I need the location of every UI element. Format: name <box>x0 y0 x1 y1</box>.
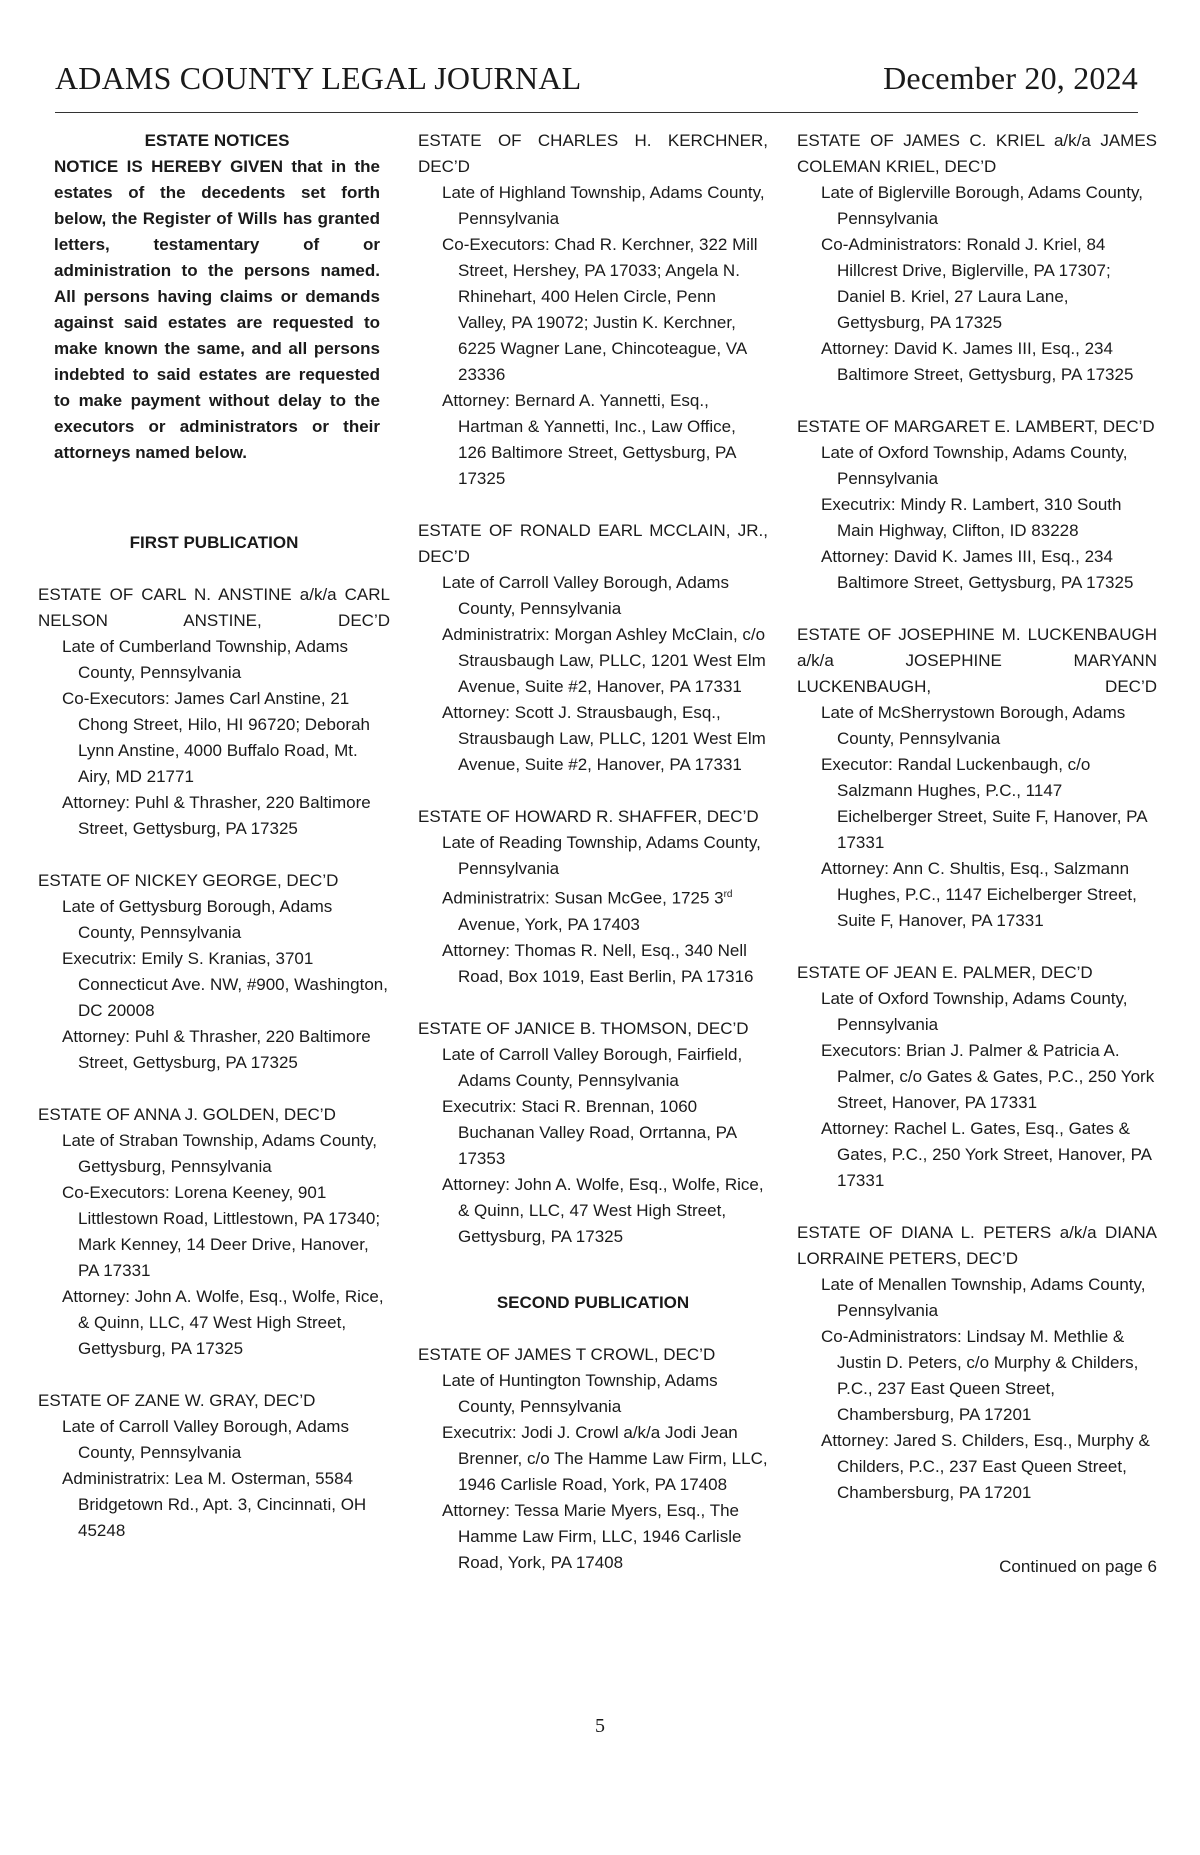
estate-entry <box>418 804 768 990</box>
estate-attorney: Attorney: Puhl & Thrasher, 220 Baltimore Street, Gettysburg, PA 17325 <box>62 1027 371 1072</box>
estate-entry <box>418 518 768 778</box>
estate-entry <box>418 1016 768 1250</box>
estate-residence: Late of Carroll Valley Borough, Adams County, Pennsylvania <box>62 1417 349 1462</box>
estate-residence: Late of Reading Township, Adams County, Pennsylvania <box>442 833 761 878</box>
notice-body: NOTICE IS HEREBY GIVEN that in the estates of the decedents set forth below, the Register of Wills has granted letters, testamentary of or administration to the persons named. All persons having claims or demands against said estates are requested to make known the same, and all persons indebted to said estates are requested to make payment without delay to the executors or administrators or their attorneys named below. <box>54 157 380 462</box>
estate-residence: Late of Carroll Valley Borough, Fairfield, Adams County, Pennsylvania <box>442 1044 743 1090</box>
estate-title: ESTATE OF CARL N. ANSTINE a/k/a CARL NELSON ANSTINE, DEC’D <box>38 585 390 630</box>
estate-attorney: Attorney: Rachel L. Gates, Esq., Gates & Gates, P.C., 250 York Street, Hanover, PA 17331 <box>821 1119 1152 1190</box>
estate-residence: Late of Carroll Valley Borough, Adams County, Pennsylvania <box>442 573 729 618</box>
estate-executors <box>418 882 768 938</box>
continued-note: Continued on page 6 <box>999 1557 1157 1576</box>
estate-residence: Late of Highland Township, Adams County, Pennsylvania <box>442 183 765 228</box>
ordinal-suffix: rd <box>723 889 733 900</box>
estate-residence: Late of Menallen Township, Adams County, Pennsylvania <box>821 1275 1146 1320</box>
estate-executors: Administratrix: Morgan Ashley McClain, c/o Strausbaugh Law, PLLC, 1201 West Elm Avenue, Suite #2, Hanover, PA 17331 <box>442 625 766 696</box>
estate-title: ESTATE OF JEAN E. PALMER, DEC’D <box>797 963 1093 982</box>
estate-attorney: Attorney: Thomas R. Nell, Esq., 340 Nell Road, Box 1019, East Berlin, PA 17316 <box>442 940 754 986</box>
estate-executors: Executrix: Jodi J. Crowl a/k/a Jodi Jean Brenner, c/o The Hamme Law Firm, LLC, 1946 Carlisle Road, York, PA 17408 <box>442 1422 768 1494</box>
estate-executors: Executrix: Staci R. Brennan, 1060 Buchanan Valley Road, Orrtanna, PA 17353 <box>442 1096 737 1168</box>
estate-title: ESTATE OF CHARLES H. KERCHNER, DEC’D <box>418 131 768 176</box>
estate-executors: Co-Administrators: Lindsay M. Methlie & Justin D. Peters, c/o Murphy & Childers, P.C., 237 East Queen Street, Chambersburg, PA 17201 <box>821 1327 1139 1424</box>
estate-executors: Co-Executors: James Carl Anstine, 21 Chong Street, Hilo, HI 96720; Deborah Lynn Anstine, 4000 Buffalo Road, Mt. Airy, MD 21771 <box>62 689 371 786</box>
estate-executors: Executrix: Mindy R. Lambert, 310 South Main Highway, Clifton, ID 83228 <box>821 495 1122 540</box>
estate-attorney: Attorney: David K. James III, Esq., 234 Baltimore Street, Gettysburg, PA 17325 <box>821 339 1134 384</box>
admin-text: Administratrix: Susan McGee, 1725 3 <box>442 888 724 908</box>
estate-residence: Late of Oxford Township, Adams County, Pennsylvania <box>821 443 1128 488</box>
estate-residence: Late of Gettysburg Borough, Adams County, Pennsylvania <box>62 897 333 942</box>
estate-executors: Co-Executors: Chad R. Kerchner, 322 Mill Street, Hershey, PA 17033; Angela N. Rhinehart, 400 Helen Circle, Penn Valley, PA 19072; Justin K. Kerchner, 6225 Wagner Lane, Chincoteague, VA 23336 <box>442 235 758 384</box>
estate-attorney: Attorney: Jared S. Childers, Esq., Murphy & Childers, P.C., 237 East Queen Street, Chambersburg, PA 17201 <box>821 1431 1150 1502</box>
estate-attorney: Attorney: David K. James III, Esq., 234 Baltimore Street, Gettysburg, PA 17325 <box>821 547 1134 592</box>
estate-attorney: Attorney: Bernard A. Yannetti, Esq., Hartman & Yannetti, Inc., Law Office, 126 Baltimore Street, Gettysburg, PA 17325 <box>442 391 736 488</box>
journal-header <box>55 60 1138 97</box>
first-publication-heading: FIRST PUBLICATION <box>129 533 299 552</box>
header-rule <box>55 112 1138 113</box>
estate-attorney: Attorney: Scott J. Strausbaugh, Esq., Strausbaugh Law, PLLC, 1201 West Elm Avenue, Suite #2, Hanover, PA 17331 <box>442 703 766 774</box>
estate-title: ESTATE OF JANICE B. THOMSON, DEC’D <box>418 1018 749 1038</box>
estate-title: ESTATE OF JOSEPHINE M. LUCKENBAUGH a/k/a JOSEPHINE MARYANN LUCKENBAUGH, DEC’D <box>797 625 1157 696</box>
admin-text-cont: Avenue, York, PA 17403 <box>458 914 640 934</box>
estate-notices-intro <box>38 128 390 466</box>
estate-entry <box>797 1220 1157 1506</box>
issue-date: December 20, 2024 <box>883 60 1138 96</box>
estate-entry <box>418 1342 768 1576</box>
estate-executors: Co-Administrators: Ronald J. Kriel, 84 Hillcrest Drive, Biglerville, PA 17307; Daniel B. Kriel, 27 Laura Lane, Gettysburg, PA 17325 <box>821 235 1111 332</box>
estate-residence: Late of McSherrystown Borough, Adams County, Pennsylvania <box>821 703 1126 748</box>
estate-title: ESTATE OF MARGARET E. LAMBERT, DEC’D <box>797 417 1155 436</box>
page-number: 5 <box>595 1715 605 1737</box>
estate-residence: Late of Oxford Township, Adams County, Pennsylvania <box>821 989 1128 1034</box>
estate-attorney: Attorney: John A. Wolfe, Esq., Wolfe, Rice, & Quinn, LLC, 47 West High Street, Gettysburg, PA 17325 <box>62 1287 384 1358</box>
estate-attorney: Attorney: John A. Wolfe, Esq., Wolfe, Rice, & Quinn, LLC, 47 West High Street, Gettysburg, PA 17325 <box>442 1174 764 1246</box>
estate-executors: Co-Executors: Lorena Keeney, 901 Littlestown Road, Littlestown, PA 17340; Mark Kenney, 14 Deer Drive, Hanover, PA 17331 <box>62 1183 381 1280</box>
column-1 <box>38 128 390 1570</box>
column-3 <box>797 128 1157 1580</box>
estate-residence: Late of Cumberland Township, Adams County, Pennsylvania <box>62 637 349 682</box>
estate-residence: Late of Huntington Township, Adams County, Pennsylvania <box>442 1370 718 1416</box>
estate-notices-heading: ESTATE NOTICES <box>144 131 290 150</box>
estate-attorney: Attorney: Ann C. Shultis, Esq., Salzmann Hughes, P.C., 1147 Eichelberger Street, Suite F, Hanover, PA 17331 <box>821 859 1137 930</box>
journal-title: ADAMS COUNTY LEGAL JOURNAL <box>55 60 582 96</box>
estate-title: ESTATE OF ANNA J. GOLDEN, DEC’D <box>38 1105 336 1124</box>
estate-entry <box>38 1102 390 1362</box>
estate-attorney: Attorney: Puhl & Thrasher, 220 Baltimore Street, Gettysburg, PA 17325 <box>62 793 371 838</box>
estate-entry <box>797 622 1157 934</box>
estate-title: ESTATE OF DIANA L. PETERS a/k/a DIANA LORRAINE PETERS, DEC’D <box>797 1223 1157 1268</box>
estate-entry <box>797 960 1157 1194</box>
estate-title: ESTATE OF ZANE W. GRAY, DEC’D <box>38 1391 316 1410</box>
estate-title: ESTATE OF NICKEY GEORGE, DEC’D <box>38 871 339 890</box>
estate-entry <box>418 128 768 492</box>
estate-executors: Executrix: Emily S. Kranias, 3701 Connecticut Ave. NW, #900, Washington, DC 20008 <box>62 949 388 1020</box>
estate-title: ESTATE OF HOWARD R. SHAFFER, DEC’D <box>418 807 759 826</box>
estate-residence: Late of Straban Township, Adams County, Gettysburg, Pennsylvania <box>62 1131 378 1176</box>
estate-executors: Administratrix: Lea M. Osterman, 5584 Bridgetown Rd., Apt. 3, Cincinnati, OH 45248 <box>62 1469 367 1540</box>
second-publication-heading: SECOND PUBLICATION <box>496 1292 690 1312</box>
estate-executors: Executors: Brian J. Palmer & Patricia A. Palmer, c/o Gates & Gates, P.C., 250 York Street, Hanover, PA 17331 <box>821 1041 1155 1112</box>
estate-title: ESTATE OF RONALD EARL MCCLAIN, JR., DEC’D <box>418 521 768 566</box>
estate-residence: Late of Biglerville Borough, Adams County, Pennsylvania <box>821 183 1143 228</box>
estate-entry <box>38 1388 390 1544</box>
column-2 <box>418 128 768 1602</box>
estate-title: ESTATE OF JAMES T CROWL, DEC’D <box>418 1344 716 1364</box>
estate-entry <box>38 868 390 1076</box>
estate-entry <box>38 582 390 842</box>
estate-entry <box>797 414 1157 596</box>
estate-title: ESTATE OF JAMES C. KRIEL a/k/a JAMES COLEMAN KRIEL, DEC’D <box>797 131 1157 176</box>
estate-attorney: Attorney: Tessa Marie Myers, Esq., The Hamme Law Firm, LLC, 1946 Carlisle Road, York, PA 17408 <box>442 1500 742 1572</box>
estate-executors: Executor: Randal Luckenbaugh, c/o Salzmann Hughes, P.C., 1147 Eichelberger Street, Suite F, Hanover, PA 17331 <box>821 755 1147 852</box>
estate-entry <box>797 128 1157 388</box>
